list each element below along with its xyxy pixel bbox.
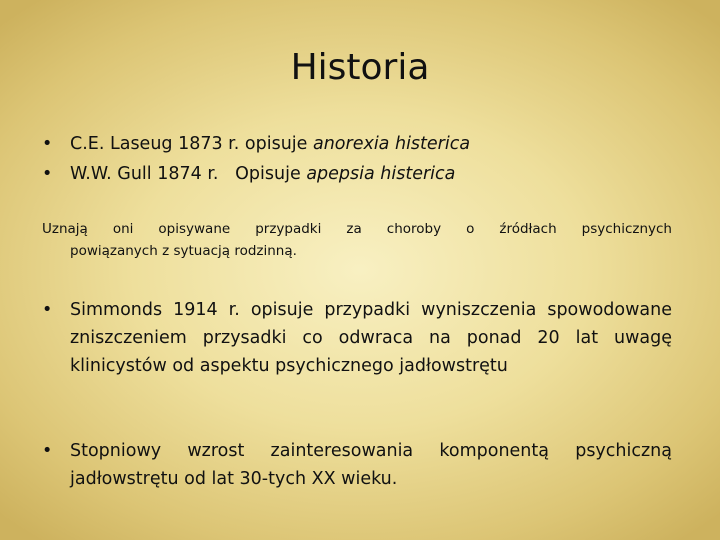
note-line-1: Uznają oni opisywane przypadki za choroby o źródłach psychicznych (42, 221, 672, 237)
list-item-simmonds (42, 296, 672, 380)
simmonds-list (42, 296, 672, 380)
stopniowy-text: Stopniowy wzrost zainteresowania komponentą psychiczną jadłowstrętu od lat 30-tych XX wieku. (70, 441, 672, 489)
bullet-icon: • (42, 164, 53, 184)
gull-term: apepsia histerica (306, 164, 456, 184)
laseug-text: C.E. Laseug 1873 r. opisuje (70, 134, 313, 154)
list-item-laseug (42, 129, 672, 159)
note-paragraph (42, 218, 672, 262)
slide-title: Historia (290, 47, 430, 88)
simmonds-text: Simmonds 1914 r. opisuje przypadki wyniszczenia spowodowane zniszczeniem przysadki co odwraca na ponad 20 lat uwagę klinicystów od aspektu psychicznego jadłowstrętu (70, 300, 672, 376)
bullet-icon: • (42, 300, 53, 320)
stopniowy-list (42, 437, 672, 493)
history-list-top (42, 129, 672, 189)
laseug-term: anorexia histerica (312, 134, 471, 154)
gull-text: W.W. Gull 1874 r. Opisuje (70, 164, 307, 184)
list-item-gull (42, 159, 672, 189)
note-line-2: powiązanych z sytuacją rodzinną. (70, 243, 297, 259)
list-item-stopniowy (42, 437, 672, 493)
bullet-icon: • (42, 134, 53, 154)
bullet-icon: • (42, 441, 53, 461)
